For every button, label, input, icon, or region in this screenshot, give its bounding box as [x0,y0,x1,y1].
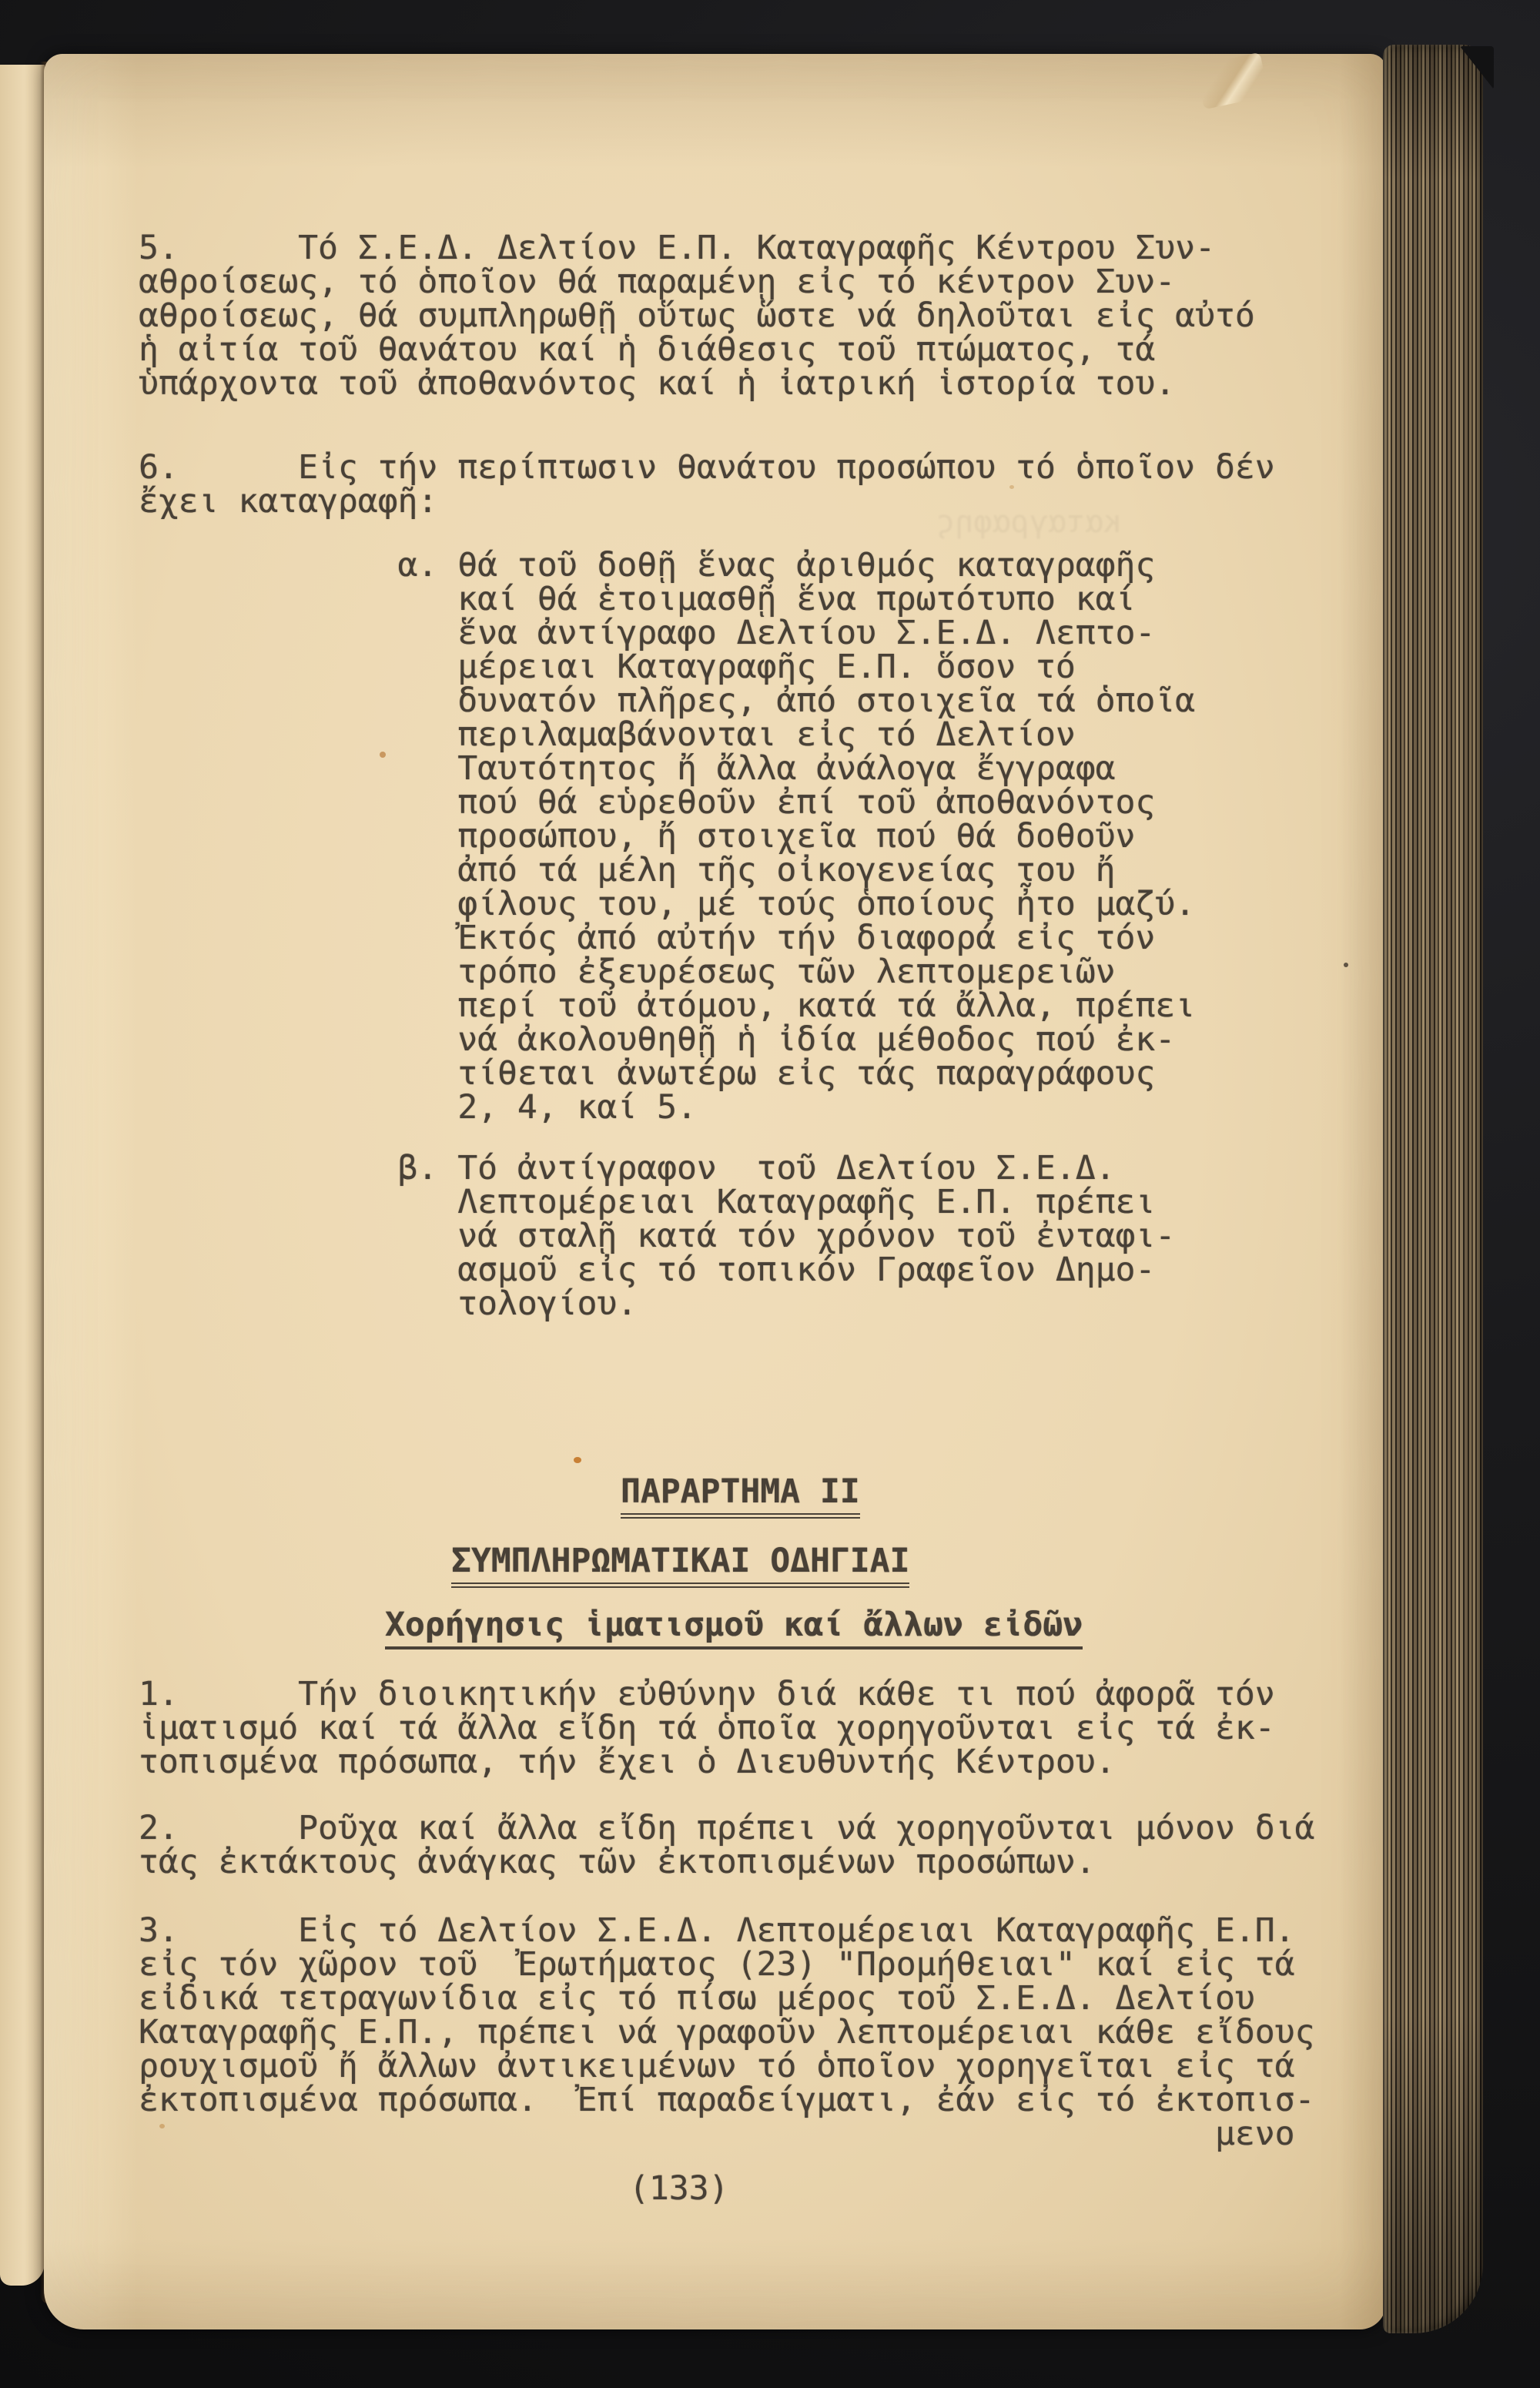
text-line: μέρειαι Καταγραφῆς Ε.Π. ὅσον τό [139,648,1076,686]
text-line: ὑπάρχοντα τοῦ ἀποθανόντος καί ἡ ἰατρική ἱστορία του. [139,364,1176,403]
text-line: ασμοῦ εἰς τό τοπικόν Γραφεῖον Δημο- [139,1251,1156,1289]
text-line: αθροίσεως, θά συμπληρωθῇ οὕτως ὥστε νά δηλοῦται εἰς αὐτό [139,296,1255,335]
list-item-alpha [139,546,1196,1127]
text-line: περιλαμαβάνονται εἰς τό Δελτίον [139,715,1076,754]
text-line: Καταγραφῆς Ε.Π., πρέπει νά γραφοῦν λεπτομέρειαι κάθε εἴδους [139,2013,1315,2051]
text-line: εἰδικά τετραγωνίδια εἰς τό πίσω μέρος τοῦ Σ.Ε.Δ. Δελτίου [139,1979,1255,2018]
text-line: 5. Τό Σ.Ε.Δ. Δελτίον Ε.Π. Καταγραφῆς Κέντρου Συν- [139,229,1215,267]
text-line: εἰς τόν χῶρον τοῦ Ἐρωτήματος (23) "Προμήθειαι" καί εἰς τά [139,1945,1295,1984]
text-line: 1. Τήν διοικητικήν εὐθύνην διά κάθε τι πού ἀφορᾶ τόν [139,1675,1275,1713]
text-line: τολογίου. [139,1284,638,1323]
text-line: τάς ἐκτάκτους ἀνάγκας τῶν ἐκτοπισμένων προσώπων. [139,1843,1096,1881]
text-line: πού θά εὑρεθοῦν ἐπί τοῦ ἀποθανόντος [139,783,1156,822]
text-line: 2, 4, καί 5. [139,1088,697,1127]
text-line: α. θά τοῦ δοθῇ ἕνας ἀριθμός καταγραφῆς [139,546,1156,584]
paragraph-3 [139,1911,1315,2153]
appendix-title: ΠΑΡΑΡΤΗΜΑ II [621,1475,860,1519]
text-line: ἐκτοπισμένα πρόσωπα. Ἐπί παραδείγματι, ἐάν εἰς τό ἐκτοπισ- [139,2081,1315,2119]
paragraph-1 [139,1677,1275,1779]
text-line: ἱματισμό καί τά ἄλλα εἴδη τά ὁποῖα χορηγοῦνται εἰς τά ἐκ- [139,1709,1275,1747]
text-line: Λεπτομέρειαι Καταγραφῆς Ε.Π. πρέπει [139,1183,1156,1221]
text-line: μενο [139,2115,1295,2153]
text-line: Ταυτότητος ἤ ἄλλα ἀνάλογα ἔγγραφα [139,749,1116,788]
facing-page-edge [0,65,45,2286]
text-line: νά σταλῇ κατά τόν χρόνον τοῦ ἐνταφι- [139,1217,1176,1255]
ink-bleed-through: καταγραφης [936,504,1122,540]
text-line: δυνατόν πλῆρες, ἀπό στοιχεῖα τά ὁποῖα [139,682,1196,720]
list-item-beta [139,1151,1175,1321]
text-line: προσώπου, ἤ στοιχεῖα πού θά δοθοῦν [139,817,1136,856]
text-line: αθροίσεως, τό ὁποῖον θά παραμένῃ εἰς τό κέντρον Συν- [139,263,1176,301]
text-line: τρόπο ἐξευρέσεως τῶν λεπτομερειῶν [139,953,1116,991]
paragraph-5 [139,229,1255,403]
text-line: 6. Εἰς τήν περίπτωσιν θανάτου προσώπου τό ὁποῖον δέν [139,448,1275,487]
text-line: περί τοῦ ἀτόμου, κατά τά ἄλλα, πρέπει [139,986,1196,1025]
text-line: καί θά ἑτοιμασθῇ ἕνα πρωτότυπο καί [139,580,1136,618]
paragraph-2 [139,1811,1314,1879]
text-line: ρουχισμοῦ ἤ ἄλλων ἀντικειμένων τό ὁποῖον χορηγεῖται εἰς τά [139,2047,1295,2085]
text-line: β. Τό ἀντίγραφον τοῦ Δελτίου Σ.Ε.Δ. [139,1149,1116,1187]
appendix-subtitle: ΣΥΜΠΛΗΡΩΜΑΤΙΚΑΙ ΟΔΗΓΙΑΙ [451,1544,909,1588]
text-line: Ἐκτός ἀπό αὐτήν τήν διαφορά εἰς τόν [139,919,1156,957]
text-line: νά ἀκολουθηθῇ ἡ ἰδία μέθοδος πού ἐκ- [139,1020,1176,1059]
text-line: τίθεται ἀνωτέρω εἰς τάς παραγράφους [139,1054,1156,1093]
text-line: ἕνα ἀντίγραφο Δελτίου Σ.Ε.Δ. Λεπτο- [139,614,1156,652]
book-page [44,54,1386,2329]
text-line: ἔχει καταγραφῆ: [139,482,438,521]
text-line: τοπισμένα πρόσωπα, τήν ἔχει ὁ Διευθυντής Κέντρου. [139,1743,1116,1781]
section-heading: Χορήγησις ἱματισμοῦ καί ἄλλων εἰδῶν [385,1608,1083,1649]
typewritten-text [139,54,1371,2329]
text-line: ἀπό τά μέλη τῆς οἰκογενείας του ἤ [139,851,1116,889]
paragraph-6 [139,448,1275,521]
page-stack-fore-edge [1383,45,1483,2333]
text-line: 2. Ροῦχα καί ἄλλα εἴδη πρέπει νά χορηγοῦνται μόνον διά [139,1809,1315,1847]
text-line: ἡ αἰτία τοῦ θανάτου καί ἡ διάθεσις τοῦ πτώματος, τά [139,330,1156,369]
text-line: φίλους του, μέ τούς ὁποίους ἦτο μαζύ. [139,885,1196,923]
page-number: (133) [629,2169,729,2208]
text-line: 3. Εἰς τό Δελτίον Σ.Ε.Δ. Λεπτομέρειαι Καταγραφῆς Ε.Π. [139,1911,1295,1950]
